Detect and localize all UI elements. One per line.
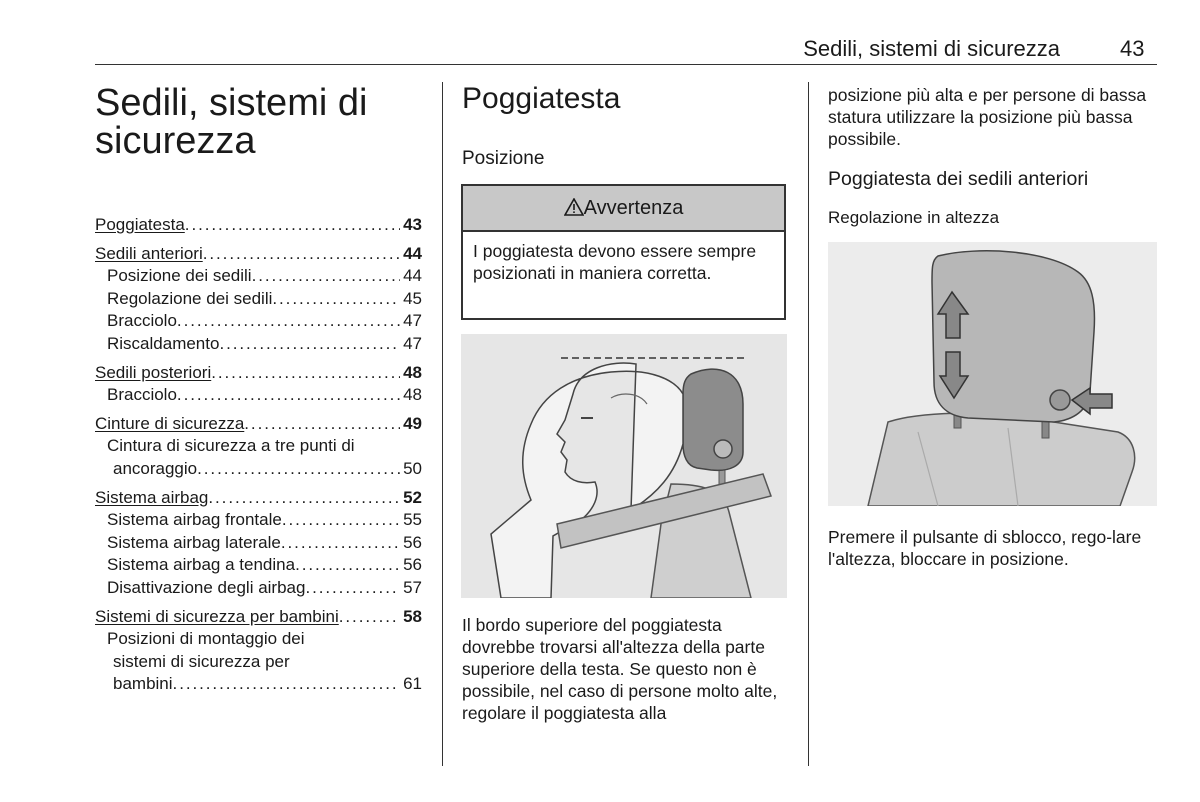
page-number: 43 xyxy=(1120,36,1145,61)
subsection-subtitle: Regolazione in altezza xyxy=(828,208,1000,227)
toc-entry[interactable]: Cinture di sicurezza . . . 49 xyxy=(95,413,422,436)
toc-entry[interactable]: Disattivazione degli airbag . . . 57 xyxy=(95,577,422,600)
body-paragraph: posizione più alta e per persone di bassa statura utilizzare la posizione più bassa possibile. xyxy=(828,85,1147,149)
toc-entry[interactable]: Posizione dei sedili . . . 44 xyxy=(95,265,422,288)
column-divider xyxy=(808,82,809,766)
toc-entry[interactable]: bambini . . . 61 xyxy=(95,673,422,696)
toc-entry[interactable]: Sedili posteriori . . . 48 xyxy=(95,362,422,385)
subsection-title: Poggiatesta dei sedili anteriori xyxy=(828,168,1089,190)
warning-box xyxy=(461,184,786,320)
headrest-height-drawing xyxy=(828,242,1157,506)
warning-triangle-icon xyxy=(564,198,584,216)
toc-entry[interactable]: Bracciolo . . . 47 xyxy=(95,310,422,333)
toc-entry[interactable]: Sistema airbag frontale . . . 55 xyxy=(95,509,422,532)
toc-entry[interactable]: ancoraggio . . . 50 xyxy=(95,458,422,481)
toc-entry[interactable]: Regolazione dei sedili . . . 45 xyxy=(95,288,422,311)
toc-entry[interactable]: Sedili anteriori . . . 44 xyxy=(95,243,422,266)
toc-entry[interactable]: Bracciolo . . . 48 xyxy=(95,384,422,407)
table-of-contents xyxy=(95,214,422,696)
toc-entry[interactable]: Sistema airbag laterale . . . 56 xyxy=(95,532,422,555)
warning-text: I poggiatesta devono essere sempre posizionati in maniera corretta. xyxy=(473,241,757,283)
body-paragraph: Il bordo superiore del poggiatesta dovrebbe trovarsi all'altezza della parte superiore della testa. Se questo non è possibile, nel caso di persone molto alte, regolare il poggiatesta alla xyxy=(462,615,778,723)
body-paragraph: Premere il pulsante di sblocco, rego-lare l'altezza, bloccare in posizione. xyxy=(828,527,1142,569)
header-rule xyxy=(95,64,1157,65)
toc-entry[interactable]: Sistema airbag a tendina . . . 56 xyxy=(95,554,422,577)
toc-entry-line[interactable]: Posizioni di montaggio dei xyxy=(107,629,305,649)
toc-entry[interactable]: Sistemi di sicurezza per bambini . . . 58 xyxy=(95,606,422,629)
toc-entry[interactable]: Sistema airbag . . . 52 xyxy=(95,487,422,510)
section-subtitle: Posizione xyxy=(462,148,545,169)
warning-title: Avvertenza xyxy=(583,197,684,219)
section-title: Poggiatesta xyxy=(462,82,621,115)
toc-entry[interactable]: Riscaldamento . . . 47 xyxy=(95,333,422,356)
headrest-position-illustration xyxy=(461,334,787,598)
toc-entry[interactable]: Poggiatesta . . . 43 xyxy=(95,214,422,237)
column-divider xyxy=(442,82,443,766)
warning-header xyxy=(463,186,784,232)
toc-entry-line[interactable]: Cintura di sicurezza a tre punti di xyxy=(107,436,355,456)
chapter-title: Sedili, sistemi di sicurezza xyxy=(95,82,368,162)
running-header-title: Sedili, sistemi di sicurezza xyxy=(803,36,1060,61)
toc-entry-line[interactable]: sistemi di sicurezza per xyxy=(113,651,290,671)
headrest-adjustment-illustration xyxy=(828,242,1157,506)
head-and-headrest-drawing xyxy=(461,334,787,598)
